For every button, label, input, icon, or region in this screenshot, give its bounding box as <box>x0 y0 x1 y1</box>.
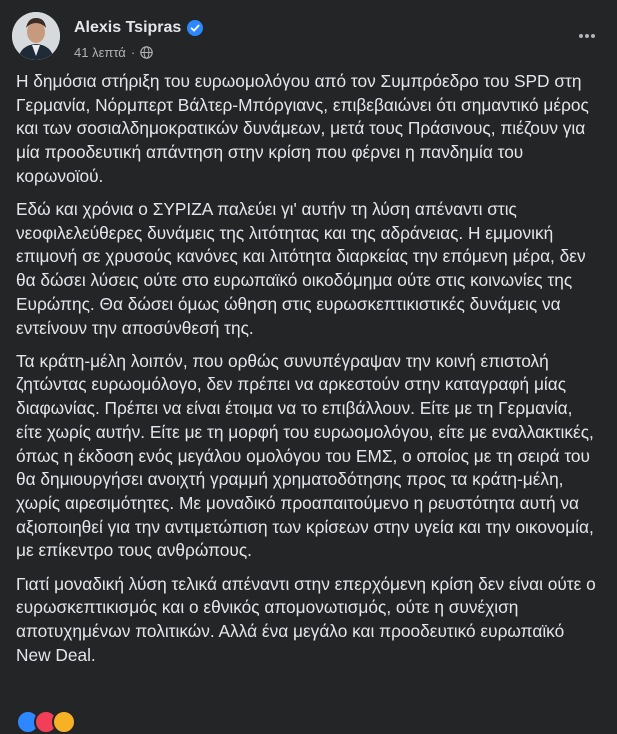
post-timestamp[interactable]: 41 λεπτά <box>74 45 126 60</box>
reaction-icons[interactable] <box>16 710 70 734</box>
care-reaction-icon <box>52 710 76 734</box>
avatar[interactable] <box>12 12 60 60</box>
avatar-image <box>12 12 60 60</box>
author-name[interactable]: Alexis Tsipras <box>74 19 182 36</box>
post-paragraph: Η δημόσια στήριξη του ευρωομολόγου από τον Συμπρόεδρο του SPD στη Γερμανία, Νόρμπερτ Βάλτερ-Μπόργιανς, επιβεβαιώνει ότι σημαντικό μέρος και των σοσιαλδημοκρατικών δυνάμεων, μετά τους Πράσινους, πιέζουν για μία προοδευτική απάντηση στην κρίση που φέρνει η πανδημία του κορωνοϊού. <box>16 71 589 186</box>
more-options-button[interactable] <box>571 20 603 52</box>
post-paragraph: Τα κράτη-μέλη λοιπόν, που ορθώς συνυπέγραψαν την κοινή επιστολή ζητώντας ευρωομόλογο, δεν πρέπει να αρκεστούν στην καταγραφή μίας διαφωνίας. Πρέπει να είναι έτοιμα να το επιβάλλουν. Είτε με τη Γερμανία, είτε χωρίς αυτήν. Είτε με τη μορφή του ευρωομολόγου, είτε με εναλλακτικές, όπως η έκδοση ενός μεγάλου ομολόγου του ΕΜΣ, ο οποίος με τη σειρά του θα δημιουργήσει ανοιχτή γραμμή χρηματοδότησης προς τα κράτη-μέλη, χωρίς αιρεσιμότητες. Με μοναδικό προαπαιτούμενο η ρευστότητα αυτή να αξιοποιηθεί για την αντιμετώπιση των κρίσεων στην υγεία και την οικονομία, με επίκεντρο τους ανθρώπους. <box>16 350 594 561</box>
post-paragraph: Γιατί μοναδική λύση τελικά απέναντι στην επερχόμενη κρίση δεν είναι ούτε ο ευρωσκεπτικισμός και ο εθνικός απομονωτισμός, ούτε η συνέχιση αποτυχημένων πολιτικών. Αλλά ένα μεγάλο και προοδευτικό ευρωπαϊκό New Deal. <box>16 573 596 665</box>
meta-separator: · <box>130 45 136 60</box>
globe-icon <box>140 46 153 59</box>
post-paragraph: Εδώ και χρόνια ο ΣΥΡΙΖΑ παλεύει γι' αυτήν τη λύση απέναντι στις νεοφιλελεύθερες δυνάμεις της λιτότητας και της αδράνειας. Η εμμονική επιμονή σε χρυσούς κανόνες και λιτότητα διαρκείας την επόμενη μέρα, δεν θα δώσει λύσεις ούτε στο ευρωπαϊκό οικοδόμημα ούτε στις κοινωνίες της Ευρώπης. Θα δώσει όμως ώθηση στις ευρωσκεπτικιστικές δυνάμεις να εντείνουν την αποσύνθεσή της. <box>16 199 586 338</box>
more-options-icon <box>578 33 596 39</box>
post-text <box>16 70 601 677</box>
author-line <box>74 19 203 37</box>
verified-badge-icon <box>187 20 203 36</box>
post-meta <box>74 45 153 60</box>
post-header <box>12 12 605 64</box>
